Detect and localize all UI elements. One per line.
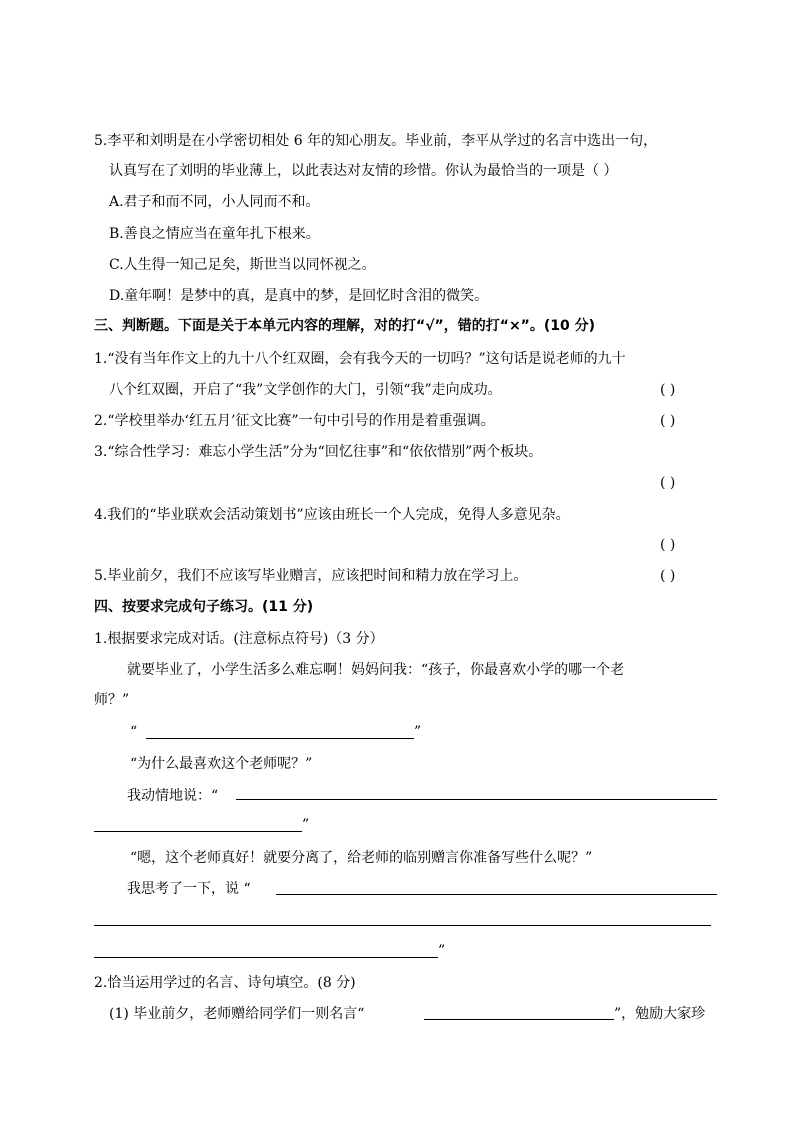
judge-answer-5[interactable]: ( ) <box>660 568 676 584</box>
section3-heading: 三、判断题。下面是关于本单元内容的理解，对的打“√”，错的打“×”。(10 分) <box>94 318 596 334</box>
q5-line1: 5.李平和刘明是在小学密切相处 6 年的知心朋友。毕业前，李平从学过的名言中选出一句， <box>94 133 658 149</box>
q5-option-a: A.君子和而不同，小人同而不和。 <box>109 194 320 210</box>
q1-paragraph-5-prefix: 我思考了一下，说 “ <box>127 881 251 897</box>
q1-answer1-blank[interactable] <box>146 738 414 739</box>
judge-item-2: 2.“学校里举办‘红五月’征文比赛”一句中引号的作用是着重强调。 <box>94 413 495 429</box>
judge-answer-3[interactable]: ( ) <box>660 475 676 491</box>
judge-answer-2[interactable]: ( ) <box>660 413 676 429</box>
q1-answer2-blank-line1[interactable] <box>236 799 717 800</box>
q5-option-d: D.童年啊！是梦中的真，是真中的梦，是回忆时含泪的微笑。 <box>109 288 489 304</box>
q1-answer1-close-quote: ” <box>414 724 422 740</box>
q5-option-c: C.人生得一知己足矣，斯世当以同怀视之。 <box>109 257 376 273</box>
q1-paragraph-2: “为什么最喜欢这个老师呢？” <box>130 756 313 772</box>
q5-line2: 认真写在了刘明的毕业薄上，以此表达对友情的珍惜。你认为最恰当的一项是（ ） <box>109 163 618 179</box>
judge-answer-4[interactable]: ( ) <box>660 537 676 553</box>
q1-answer3-blank-line3[interactable] <box>94 957 438 958</box>
q1-paragraph-1a: 就要毕业了，小学生活多么难忘啊！妈妈问我：“孩子，你最喜欢小学的哪一个老 <box>127 662 625 678</box>
judge-item-5: 5.毕业前夕，我们不应该写毕业赠言，应该把时间和精力放在学习上。 <box>94 568 528 584</box>
q1-answer2-close-quote: ” <box>302 817 310 833</box>
section4-heading: 四、按要求完成句子练习。(11 分) <box>94 599 314 615</box>
q1-paragraph-3-prefix: 我动情地说：“ <box>127 788 219 804</box>
q2-sentence-1-blank[interactable] <box>424 1019 614 1020</box>
q1-answer1-open-quote: “ <box>130 724 138 740</box>
q1-answer3-blank-line1[interactable] <box>276 894 717 895</box>
judge-item-3: 3.“综合性学习：难忘小学生活”分为“回忆往事”和“依依惜别”两个板块。 <box>94 444 543 460</box>
judge-item-4: 4.我们的“毕业联欢会活动策划书”应该由班长一个人完成，免得人多意见杂。 <box>94 507 570 523</box>
q2-title: 2.恰当运用学过的名言、诗句填空。(8 分) <box>94 975 356 991</box>
q1-answer2-blank-line2[interactable] <box>94 831 302 832</box>
q1-title: 1.根据要求完成对话。(注意标点符号)（3 分） <box>94 631 384 647</box>
q5-option-b: B.善良之情应当在童年扎下根来。 <box>109 226 320 242</box>
judge-answer-1[interactable]: ( ) <box>660 382 676 398</box>
q2-sentence-1-prefix: (1) 毕业前夕，老师赠给同学们一则名言“ <box>109 1006 365 1022</box>
q1-answer3-blank-line2[interactable] <box>94 925 711 926</box>
q2-sentence-1-suffix: ”，勉励大家珍 <box>614 1006 706 1022</box>
q1-paragraph-4: “嗯，这个老师真好！就要分离了，给老师的临别赠言你准备写些什么呢？” <box>130 850 593 866</box>
judge-item-1-line1: 1.“没有当年作文上的九十八个红双圈，会有我今天的一切吗？”这句话是说老师的九十 <box>94 351 626 367</box>
q1-paragraph-1b: 师？” <box>94 692 130 708</box>
q1-answer3-close-quote: ” <box>438 943 446 959</box>
judge-item-1-line2: 八个红双圈，开启了“我”文学创作的大门，引领“我”走向成功。 <box>109 382 502 398</box>
